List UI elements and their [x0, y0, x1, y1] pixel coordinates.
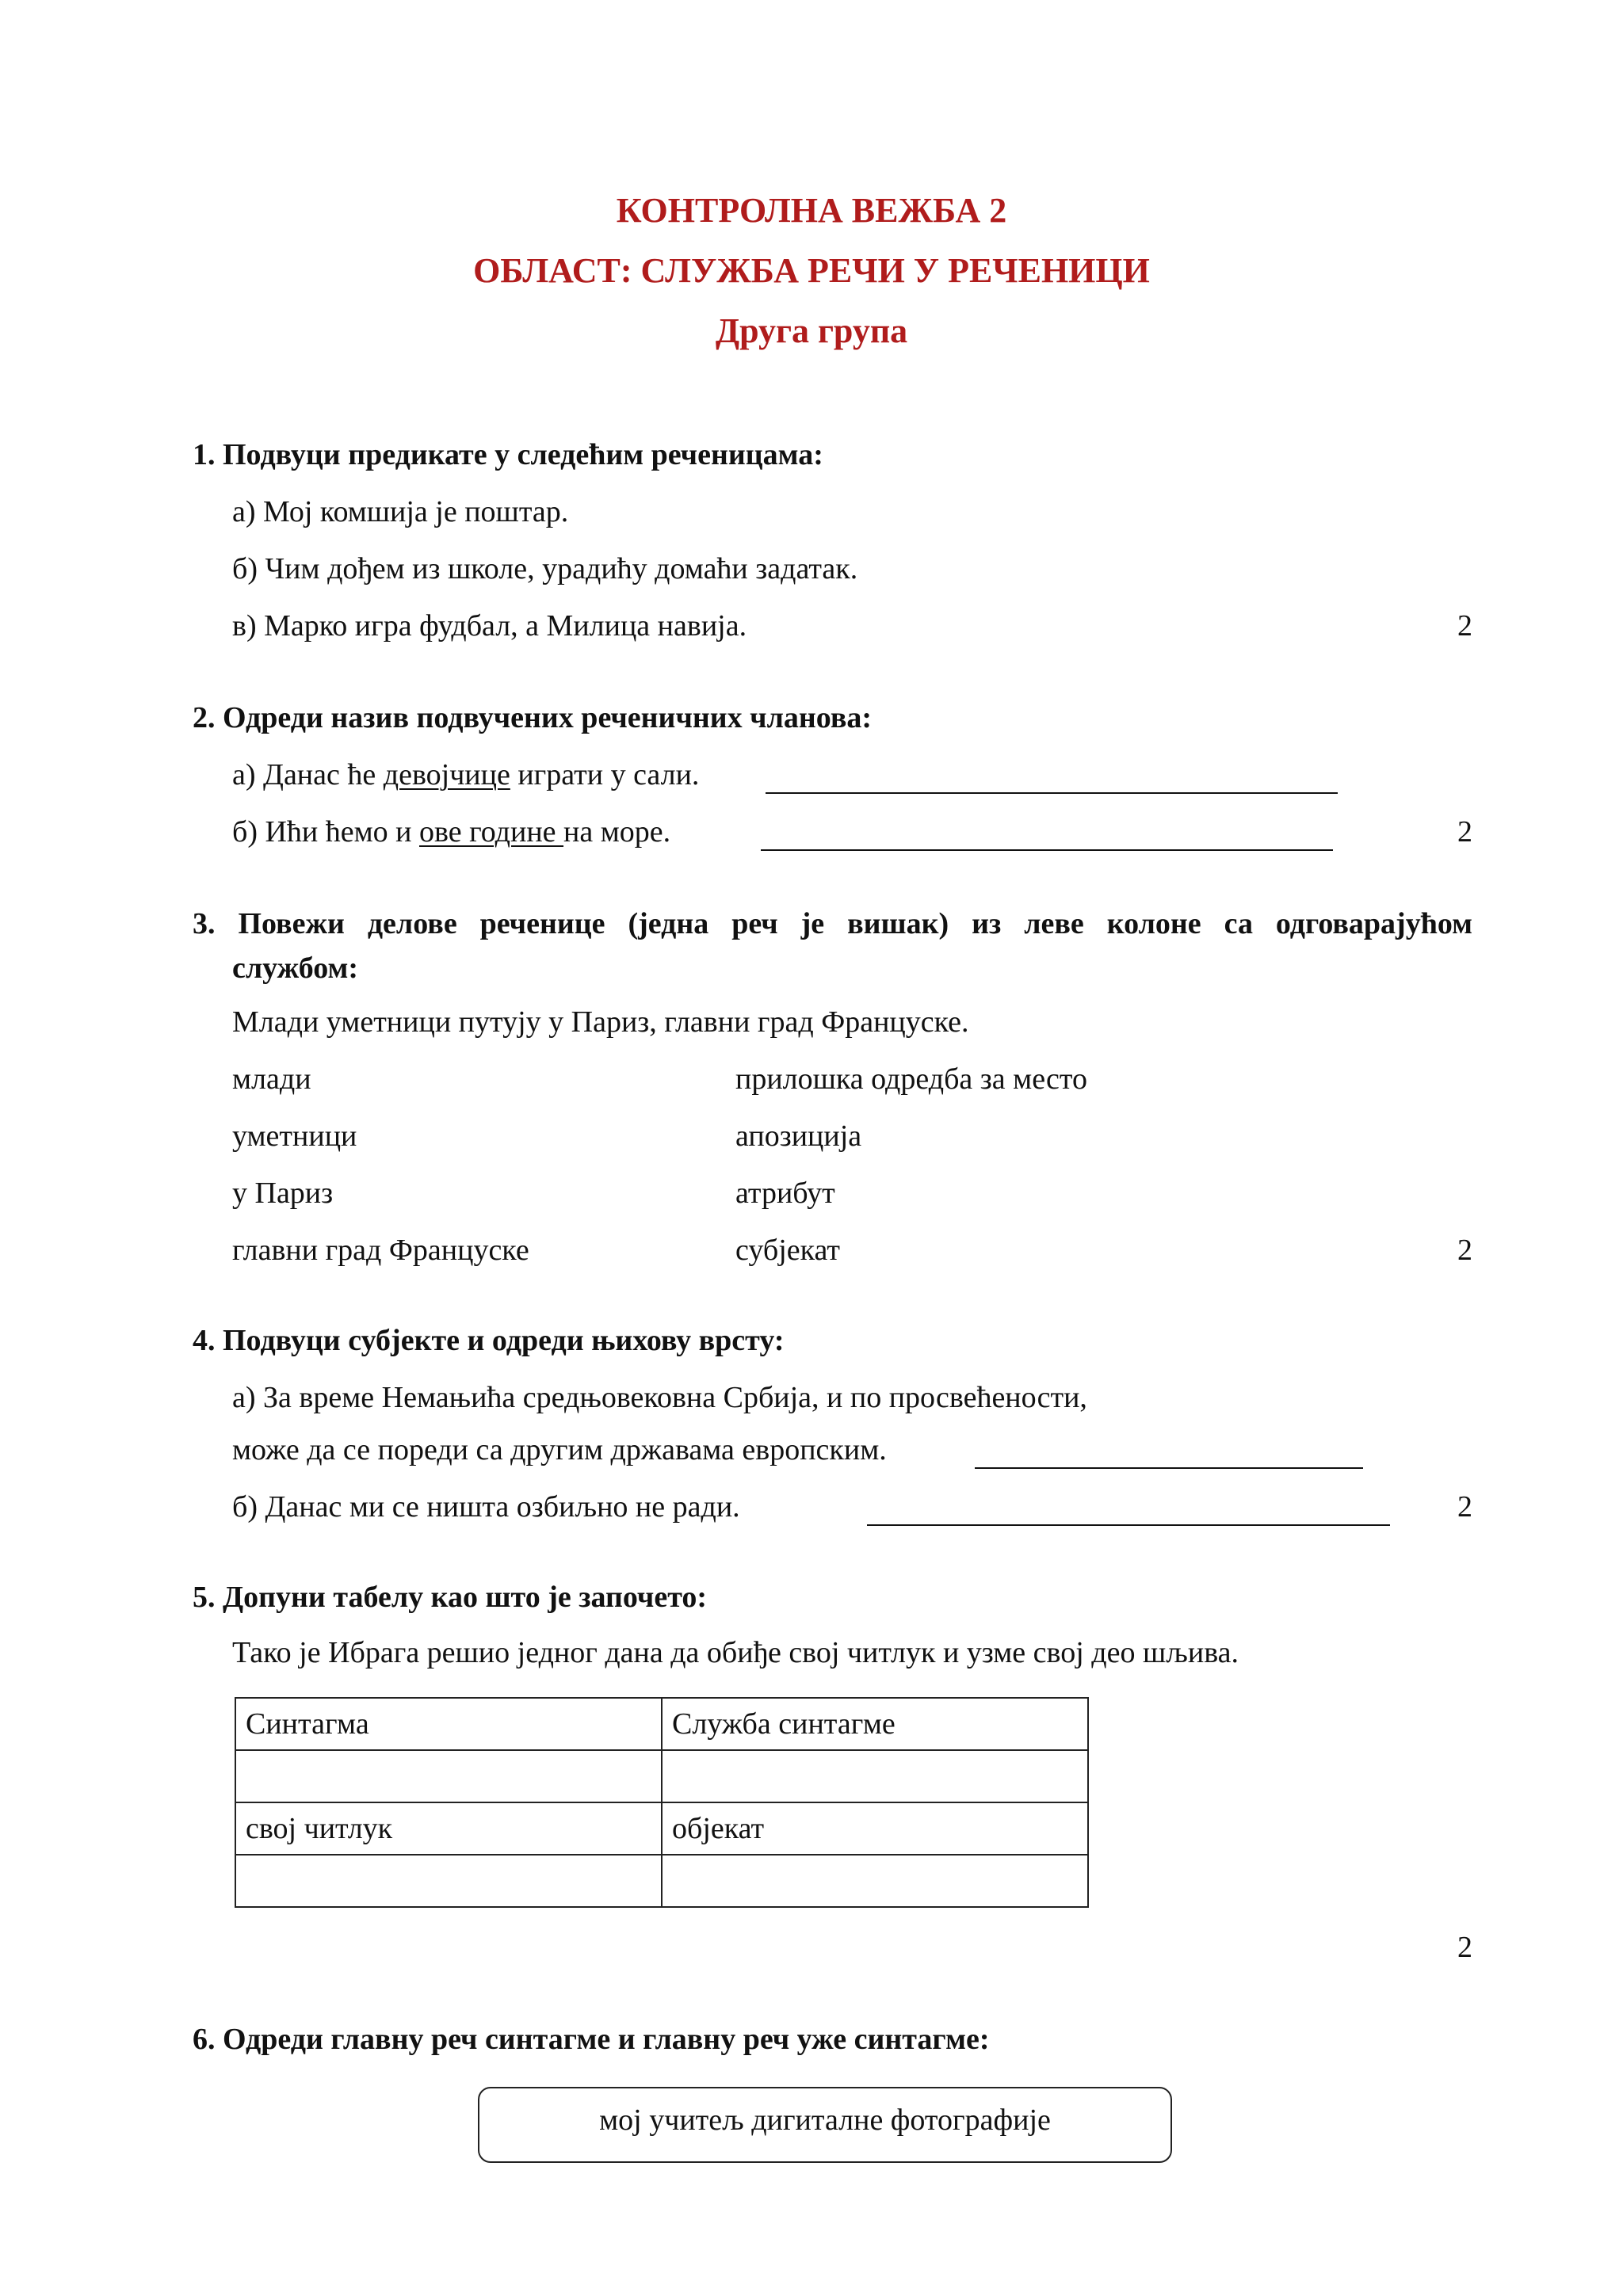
table-row: [235, 1750, 1088, 1802]
q2-item-b: [232, 814, 670, 849]
q2-item-a: [232, 757, 699, 792]
table-row: [235, 1855, 1088, 1907]
table-row: [235, 1802, 1088, 1855]
table-cell: свој читлук: [235, 1802, 662, 1855]
q4-item-a-line2: може да се пореди са другим државама европским.: [232, 1433, 887, 1466]
q1-prompt: 1. Подвуци предикате у следећим реченицама:: [193, 438, 823, 471]
table-header-row: [235, 1698, 1088, 1750]
q3-prompt-line2: службом:: [232, 952, 359, 985]
table-cell[interactable]: [662, 1855, 1088, 1907]
q2-b-pre: б) Ићи ћемо и: [232, 815, 420, 849]
q3-left-item: уметници: [232, 1119, 357, 1153]
q3-right-item: атрибут: [735, 1177, 835, 1210]
q2-points: 2: [1457, 815, 1472, 849]
worksheet-title: КОНТРОЛНА ВЕЖБА 2: [616, 191, 1007, 230]
q4-prompt: 4. Подвуци субјекте и одреди њихову врсту:: [193, 1324, 785, 1357]
q2-prompt: 2. Одреди назив подвучених реченичних чланова:: [193, 701, 873, 734]
table-cell[interactable]: [662, 1750, 1088, 1802]
q6-phrase-box: мој учитељ дигиталне фотографије: [478, 2087, 1172, 2163]
q2-a-underlined: девојчице: [383, 758, 510, 791]
table-cell: објекат: [662, 1802, 1088, 1855]
q3-right-item: прилошка одредба за место: [735, 1062, 1087, 1096]
q3-right-item: апозиција: [735, 1119, 862, 1153]
q2-a-post: играти у сали.: [510, 758, 700, 791]
table-header-cell: Служба синтагме: [662, 1698, 1088, 1750]
q3-sentence: Млади уметници путују у Париз, главни град Француске.: [232, 1005, 969, 1039]
worksheet-area: ОБЛАСТ: СЛУЖБА РЕЧИ У РЕЧЕНИЦИ: [473, 251, 1150, 290]
q2-b-underlined: ове године: [419, 815, 564, 849]
q3-left-item: млади: [232, 1062, 311, 1096]
q4-b-answer-line[interactable]: [867, 1524, 1390, 1526]
q4-item-a-line1: а) За време Немањића средњовековна Србија, и по просвећености,: [232, 1381, 1087, 1414]
q4-a-answer-line[interactable]: [975, 1467, 1363, 1469]
q3-prompt-line1: 3. Повежи делове реченице (једна реч је вишак) из леве колоне са одговарајућом: [193, 907, 1472, 940]
q1-item-a: а) Мој комшија је поштар.: [232, 495, 569, 528]
table-cell[interactable]: [235, 1750, 662, 1802]
q5-points: 2: [1457, 1931, 1472, 1964]
q5-table: [235, 1697, 1089, 1908]
q3-left-item: главни град Француске: [232, 1234, 529, 1267]
q1-item-c: в) Марко игра фудбал, а Милица навија.: [232, 609, 747, 643]
q1-item-b: б) Чим дођем из школе, урадићу домаћи задатак.: [232, 552, 858, 585]
q2-b-post: на море.: [563, 815, 671, 849]
q2-a-pre: а) Данас ће: [232, 758, 384, 791]
q4-points: 2: [1457, 1490, 1472, 1524]
worksheet-group: Друга група: [715, 311, 908, 350]
q4-item-b: б) Данас ми се ништа озбиљно не ради.: [232, 1490, 740, 1524]
q3-right-item: субјекат: [735, 1234, 840, 1267]
table-cell[interactable]: [235, 1855, 662, 1907]
q2-a-answer-line[interactable]: [766, 792, 1338, 794]
q3-left-item: у Париз: [232, 1177, 334, 1210]
q2-b-answer-line[interactable]: [761, 849, 1333, 851]
q1-points: 2: [1457, 609, 1472, 643]
q5-sentence: Тако је Ибрага решио једног дана да обиђе свој читлук и узме свој део шљива.: [232, 1636, 1239, 1669]
q6-prompt: 6. Одреди главну реч синтагме и главну реч уже синтагме:: [193, 2023, 990, 2056]
table-header-cell: Синтагма: [235, 1698, 662, 1750]
q3-points: 2: [1457, 1234, 1472, 1267]
q5-prompt: 5. Допуни табелу као што је започето:: [193, 1581, 708, 1614]
